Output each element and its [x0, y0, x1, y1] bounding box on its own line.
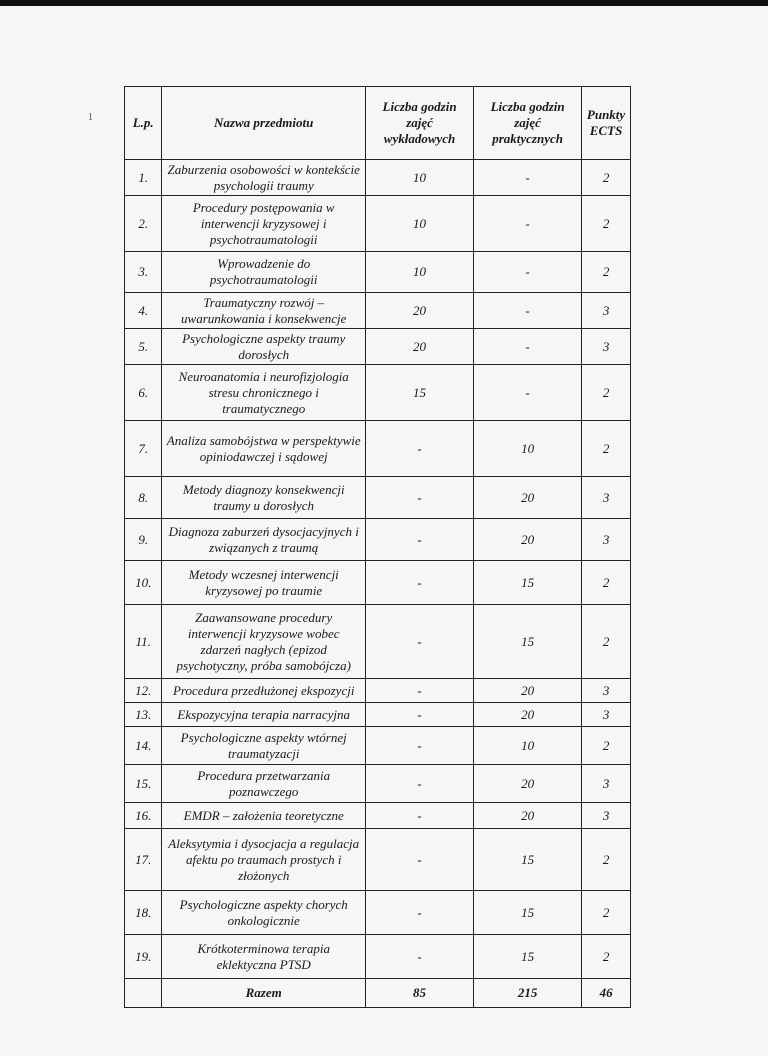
- row-course-name: Psychologiczne aspekty wtórnej traumatyzacji: [162, 727, 366, 765]
- row-lp: 14.: [125, 727, 162, 765]
- row-practical-hours: -: [474, 252, 582, 293]
- header-row: [125, 87, 631, 160]
- table-row: [125, 935, 631, 979]
- row-practical-hours: -: [474, 329, 582, 365]
- row-ects: 2: [582, 196, 631, 252]
- total-practical-hours: 215: [474, 979, 582, 1008]
- row-lecture-hours: 10: [366, 160, 474, 196]
- row-ects: 3: [582, 477, 631, 519]
- row-lecture-hours: -: [366, 765, 474, 803]
- total-ects: 46: [582, 979, 631, 1008]
- row-lecture-hours: 20: [366, 293, 474, 329]
- total-lp: [125, 979, 162, 1008]
- row-ects: 2: [582, 252, 631, 293]
- courses-table: [124, 86, 631, 1008]
- row-lp: 19.: [125, 935, 162, 979]
- total-lecture-hours: 85: [366, 979, 474, 1008]
- row-course-name: Zaburzenia osobowości w kontekście psychologii traumy: [162, 160, 366, 196]
- row-ects: 3: [582, 293, 631, 329]
- table-row: [125, 679, 631, 703]
- row-course-name: Neuroanatomia i neurofizjologia stresu chronicznego i traumatycznego: [162, 365, 366, 421]
- row-lp: 11.: [125, 605, 162, 679]
- table-row: [125, 252, 631, 293]
- row-practical-hours: 15: [474, 829, 582, 891]
- row-lp: 9.: [125, 519, 162, 561]
- row-ects: 3: [582, 703, 631, 727]
- table-row: [125, 703, 631, 727]
- row-lp: 18.: [125, 891, 162, 935]
- row-lecture-hours: 20: [366, 329, 474, 365]
- row-practical-hours: 10: [474, 727, 582, 765]
- row-course-name: Metody diagnozy konsekwencji traumy u dorosłych: [162, 477, 366, 519]
- table-row: [125, 561, 631, 605]
- table-row: [125, 365, 631, 421]
- row-ects: 2: [582, 365, 631, 421]
- table-row: [125, 891, 631, 935]
- row-ects: 3: [582, 803, 631, 829]
- row-lp: 17.: [125, 829, 162, 891]
- row-lecture-hours: -: [366, 935, 474, 979]
- table-row: [125, 421, 631, 477]
- row-ects: 2: [582, 727, 631, 765]
- row-course-name: Procedury postępowania w interwencji kryzysowej i psychotraumatologii: [162, 196, 366, 252]
- row-lp: 6.: [125, 365, 162, 421]
- row-course-name: Aleksytymia i dysocjacja a regulacja afektu po traumach prostych i złożonych: [162, 829, 366, 891]
- row-lp: 12.: [125, 679, 162, 703]
- row-lp: 10.: [125, 561, 162, 605]
- row-ects: 2: [582, 561, 631, 605]
- row-practical-hours: 15: [474, 891, 582, 935]
- row-lecture-hours: 15: [366, 365, 474, 421]
- row-practical-hours: 20: [474, 519, 582, 561]
- table-row: [125, 605, 631, 679]
- row-practical-hours: -: [474, 365, 582, 421]
- row-course-name: Analiza samobójstwa w perspektywie opiniodawczej i sądowej: [162, 421, 366, 477]
- row-practical-hours: 20: [474, 679, 582, 703]
- table-row: [125, 196, 631, 252]
- row-lecture-hours: -: [366, 727, 474, 765]
- row-course-name: Psychologiczne aspekty traumy dorosłych: [162, 329, 366, 365]
- row-ects: 2: [582, 829, 631, 891]
- row-lecture-hours: -: [366, 829, 474, 891]
- scan-top-edge: [0, 0, 768, 6]
- row-lp: 13.: [125, 703, 162, 727]
- row-course-name: Diagnoza zaburzeń dysocjacyjnych i związanych z traumą: [162, 519, 366, 561]
- row-course-name: Wprowadzenie do psychotraumatologii: [162, 252, 366, 293]
- row-course-name: EMDR – założenia teoretyczne: [162, 803, 366, 829]
- row-lp: 3.: [125, 252, 162, 293]
- row-practical-hours: 15: [474, 605, 582, 679]
- row-lecture-hours: 10: [366, 252, 474, 293]
- row-lp: 16.: [125, 803, 162, 829]
- row-lecture-hours: 10: [366, 196, 474, 252]
- table-row: [125, 727, 631, 765]
- row-lecture-hours: -: [366, 703, 474, 727]
- row-ects: 3: [582, 679, 631, 703]
- row-lecture-hours: -: [366, 679, 474, 703]
- row-lp: 7.: [125, 421, 162, 477]
- row-lecture-hours: -: [366, 421, 474, 477]
- row-practical-hours: 20: [474, 477, 582, 519]
- row-lp: 8.: [125, 477, 162, 519]
- header-lp: L.p.: [125, 87, 162, 160]
- row-lp: 15.: [125, 765, 162, 803]
- table-row: [125, 160, 631, 196]
- total-row: [125, 979, 631, 1008]
- table-row: [125, 477, 631, 519]
- row-ects: 2: [582, 935, 631, 979]
- row-course-name: Procedura przedłużonej ekspozycji: [162, 679, 366, 703]
- row-lp: 5.: [125, 329, 162, 365]
- table-row: [125, 329, 631, 365]
- row-practical-hours: 20: [474, 703, 582, 727]
- row-ects: 3: [582, 519, 631, 561]
- table-row: [125, 519, 631, 561]
- row-ects: 2: [582, 160, 631, 196]
- row-lecture-hours: -: [366, 477, 474, 519]
- row-lecture-hours: -: [366, 561, 474, 605]
- row-lp: 2.: [125, 196, 162, 252]
- row-practical-hours: 15: [474, 935, 582, 979]
- header-course-name: Nazwa przedmiotu: [162, 87, 366, 160]
- row-practical-hours: 15: [474, 561, 582, 605]
- table-row: [125, 765, 631, 803]
- header-lecture-hours: Liczba godzin zajęć wykładowych: [366, 87, 474, 160]
- row-practical-hours: -: [474, 196, 582, 252]
- total-label: Razem: [162, 979, 366, 1008]
- header-ects: Punkty ECTS: [582, 87, 631, 160]
- row-practical-hours: 10: [474, 421, 582, 477]
- row-lecture-hours: -: [366, 605, 474, 679]
- header-practical-hours: Liczba godzin zajęć praktycznych: [474, 87, 582, 160]
- row-lp: 1.: [125, 160, 162, 196]
- row-lecture-hours: -: [366, 519, 474, 561]
- row-course-name: Krótkoterminowa terapia eklektyczna PTSD: [162, 935, 366, 979]
- row-ects: 3: [582, 765, 631, 803]
- row-lecture-hours: -: [366, 803, 474, 829]
- row-lecture-hours: -: [366, 891, 474, 935]
- table-row: [125, 803, 631, 829]
- row-practical-hours: -: [474, 160, 582, 196]
- row-practical-hours: 20: [474, 803, 582, 829]
- row-course-name: Procedura przetwarzania poznawczego: [162, 765, 366, 803]
- row-ects: 3: [582, 329, 631, 365]
- table-row: [125, 293, 631, 329]
- page-mark: 1: [88, 112, 93, 123]
- row-practical-hours: -: [474, 293, 582, 329]
- row-practical-hours: 20: [474, 765, 582, 803]
- row-ects: 2: [582, 605, 631, 679]
- row-course-name: Traumatyczny rozwój – uwarunkowania i konsekwencje: [162, 293, 366, 329]
- row-course-name: Zaawansowane procedury interwencji kryzysowe wobec zdarzeń nagłych (epizod psychotyczny, próba samobójcza): [162, 605, 366, 679]
- row-course-name: Metody wczesnej interwencji kryzysowej po traumie: [162, 561, 366, 605]
- row-ects: 2: [582, 421, 631, 477]
- table-row: [125, 829, 631, 891]
- row-course-name: Ekspozycyjna terapia narracyjna: [162, 703, 366, 727]
- row-course-name: Psychologiczne aspekty chorych onkologicznie: [162, 891, 366, 935]
- row-ects: 2: [582, 891, 631, 935]
- row-lp: 4.: [125, 293, 162, 329]
